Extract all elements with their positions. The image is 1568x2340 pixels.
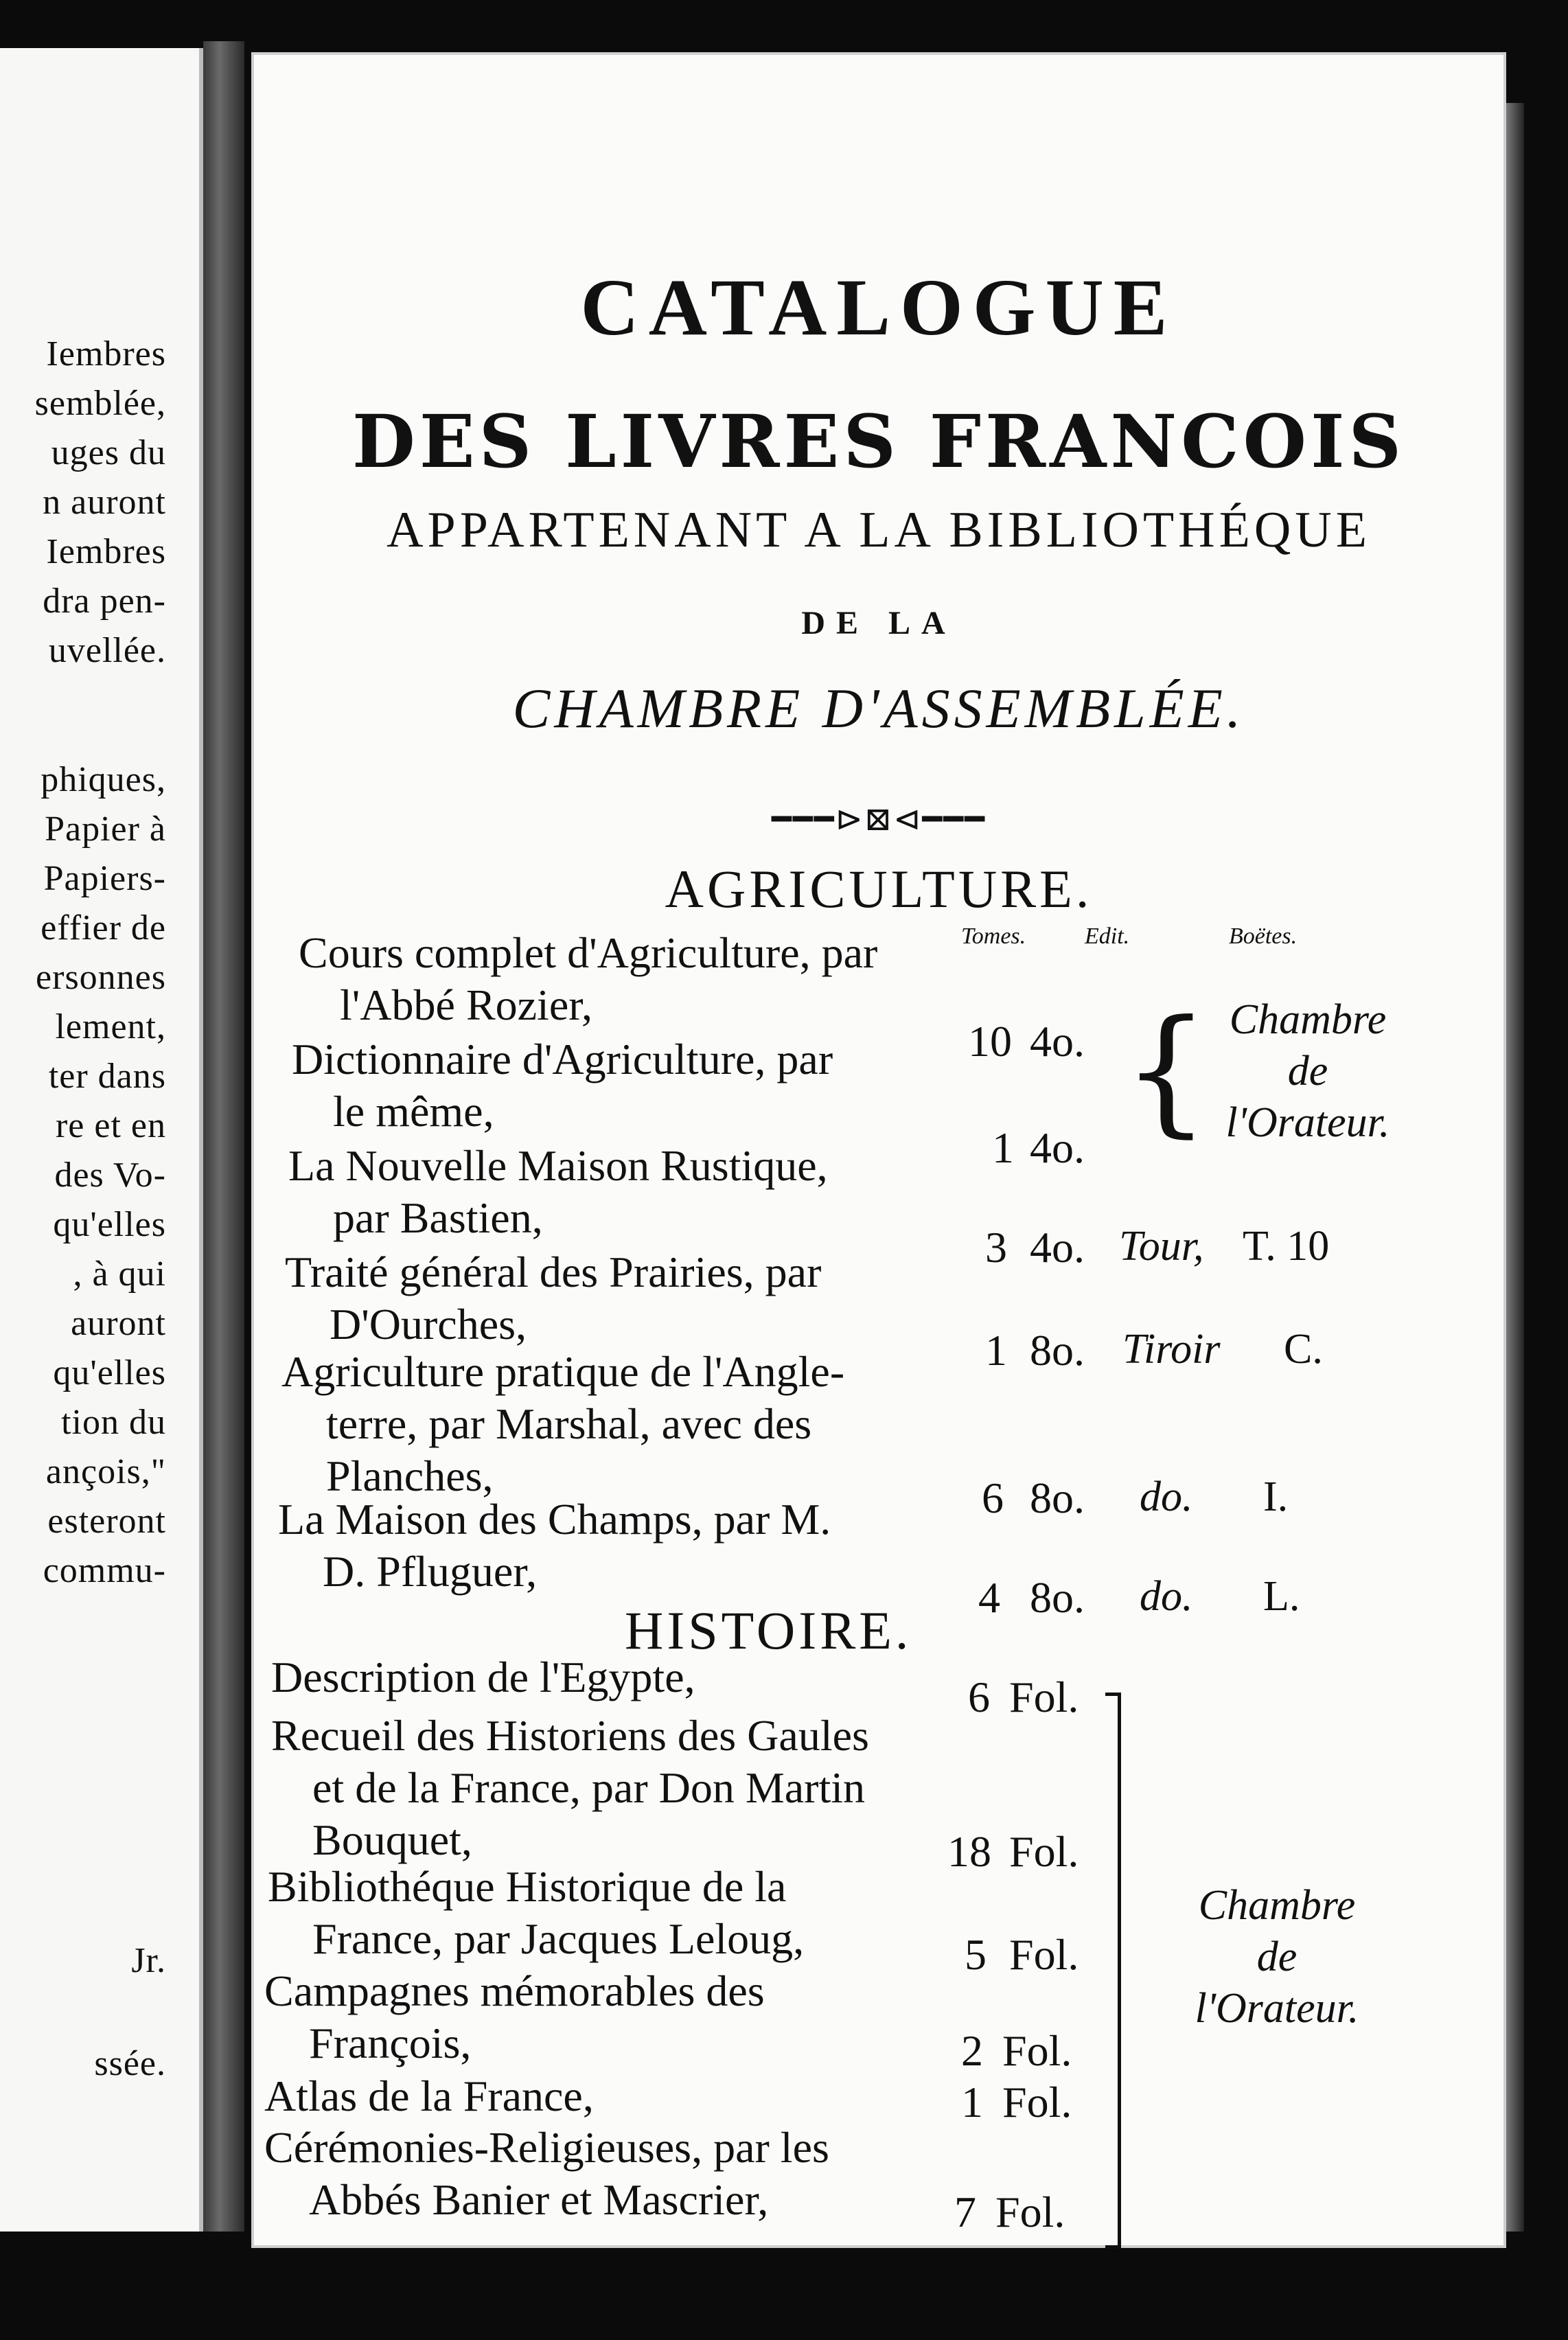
location-shelf: T. 10	[1243, 1223, 1330, 1270]
ornament-divider: ━━━⊳⊠⊲━━━	[771, 801, 987, 838]
list-item: Campagnes mémorables des	[264, 1966, 765, 2015]
list-item: Planches,	[326, 1452, 494, 1500]
left-line: semblée,	[34, 384, 166, 423]
left-line: Papier à	[45, 810, 166, 849]
location-line: de	[1287, 1048, 1328, 1094]
tomes-value: 6	[968, 1673, 990, 1721]
tomes-value: 10	[968, 1017, 1012, 1066]
left-line: effier de	[41, 908, 166, 948]
list-item: Cours complet d'Agriculture, par	[299, 928, 878, 977]
tomes-value: 4	[978, 1573, 1000, 1622]
list-item: Traité général des Prairies, par	[285, 1248, 822, 1296]
left-line: commu-	[43, 1551, 166, 1590]
page-title: CATALOGUE	[580, 262, 1177, 352]
list-item: Abbés Banier et Mascrier,	[309, 2175, 769, 2224]
edit-value: Fol.	[1009, 1930, 1079, 1979]
section-heading-histoire: HISTOIRE.	[625, 1601, 912, 1660]
list-item: le même,	[333, 1087, 494, 1136]
edit-value: Fol.	[1002, 2078, 1072, 2126]
list-item: D'Ourches,	[330, 1300, 527, 1349]
location-value: do.	[1140, 1573, 1193, 1620]
list-item: par Bastien,	[333, 1193, 543, 1242]
edit-value: 4o.	[1030, 1223, 1085, 1272]
left-line: Papiers-	[43, 859, 166, 898]
left-line: ersonnes	[36, 958, 166, 997]
list-item: Recueil des Historiens des Gaules	[271, 1711, 869, 1760]
tomes-value: 1	[992, 1123, 1014, 1172]
edit-value: Fol.	[1009, 1827, 1079, 1876]
left-line: auront	[71, 1304, 166, 1343]
left-line: re et en	[55, 1106, 166, 1145]
list-item: l'Abbé Rozier,	[340, 980, 592, 1029]
left-line: Iembres	[46, 334, 166, 374]
location-line: Chambre	[1229, 996, 1387, 1043]
tomes-value: 3	[985, 1223, 1007, 1272]
tomes-value: 6	[982, 1473, 1004, 1522]
list-item: Bouquet,	[312, 1815, 472, 1864]
location-line: Chambre	[1198, 1882, 1356, 1929]
edit-value: 8o.	[1030, 1473, 1085, 1522]
edit-value: 4o.	[1030, 1123, 1085, 1172]
subtitle-line-3: APPARTENANT A LA BIBLIOTHÉQUE	[387, 502, 1371, 558]
list-item: terre, par Marshal, avec des	[326, 1399, 812, 1448]
left-line: ter dans	[48, 1057, 166, 1096]
tomes-value: 1	[961, 2078, 983, 2126]
location-line: l'Orateur.	[1195, 1985, 1359, 2032]
list-item: et de la France, par Don Martin	[312, 1763, 866, 1812]
list-item: Atlas de la France,	[264, 2072, 594, 2120]
left-line: Iembres	[46, 532, 166, 571]
left-footer-1: Jr.	[131, 1941, 166, 1980]
section-heading-agriculture: AGRICULTURE.	[665, 859, 1093, 919]
tomes-value: 1	[985, 1326, 1007, 1375]
edit-value: 8o.	[1030, 1573, 1085, 1622]
column-header-edit: Edit.	[1085, 924, 1130, 949]
list-item: La Maison des Champs, par M.	[278, 1495, 831, 1544]
subtitle-line-4: DE LA	[801, 605, 956, 641]
list-item: D. Pfluguer,	[323, 1547, 538, 1596]
list-item: Cérémonies-Religieuses, par les	[264, 2123, 829, 2172]
list-item: La Nouvelle Maison Rustique,	[288, 1141, 828, 1190]
tomes-value: 18	[947, 1827, 991, 1876]
list-item: Agriculture pratique de l'Angle-	[281, 1347, 845, 1396]
edit-value: 8o.	[1030, 1326, 1085, 1375]
left-line: uges du	[51, 433, 166, 472]
left-line: , à qui	[73, 1254, 166, 1294]
catalogue-page	[254, 55, 1503, 2245]
page-subtitle: DES LIVRES FRANCOIS	[351, 398, 1406, 484]
tomes-value: 7	[954, 2188, 976, 2236]
list-item: Bibliothéque Historique de la	[268, 1862, 787, 1911]
location-value: Tour,	[1119, 1223, 1204, 1270]
page-edge	[1503, 103, 1524, 2232]
left-facing-page	[0, 48, 203, 2232]
left-line: dra pen-	[43, 582, 166, 621]
left-line: esteront	[47, 1502, 166, 1541]
list-item: Description de l'Egypte,	[271, 1653, 695, 1701]
left-line: lement,	[55, 1007, 166, 1046]
left-line: phiques,	[41, 760, 166, 799]
edit-value: Fol.	[995, 2188, 1065, 2236]
left-line: qu'elles	[53, 1205, 166, 1244]
location-shelf: I.	[1263, 1473, 1289, 1520]
location-value: do.	[1140, 1473, 1193, 1520]
left-line: des Vo-	[54, 1156, 166, 1195]
column-header-tomes: Tomes.	[961, 924, 1026, 949]
tomes-value: 5	[965, 1930, 987, 1979]
location-line: l'Orateur.	[1225, 1099, 1390, 1146]
location-line: de	[1256, 1934, 1298, 1980]
list-item: France, par Jacques Leloug,	[312, 1914, 805, 1963]
left-line: n auront	[43, 483, 166, 522]
tomes-value: 2	[961, 2026, 983, 2075]
brace-icon: {	[1122, 991, 1210, 1151]
location-shelf: L.	[1263, 1573, 1300, 1620]
edit-value: Fol.	[1002, 2026, 1072, 2075]
left-line: qu'elles	[53, 1353, 166, 1392]
edit-value: Fol.	[1009, 1673, 1079, 1721]
left-line: tion du	[61, 1403, 166, 1442]
group-bracket	[1105, 1693, 1121, 2249]
column-header-boetes: Boëtes.	[1229, 924, 1298, 949]
location-shelf: C.	[1284, 1326, 1323, 1373]
location-value: Tiroir	[1122, 1326, 1221, 1373]
left-footer-2: ssée.	[94, 2044, 166, 2083]
edit-value: 4o.	[1030, 1017, 1085, 1066]
book-gutter	[203, 41, 244, 2232]
left-line: ançois,"	[45, 1452, 166, 1491]
list-item: Dictionnaire d'Agriculture, par	[292, 1035, 833, 1083]
left-line: uvellée.	[48, 631, 166, 670]
chamber-title: CHAMBRE D'ASSEMBLÉE.	[512, 677, 1245, 739]
list-item: François,	[309, 2019, 472, 2067]
